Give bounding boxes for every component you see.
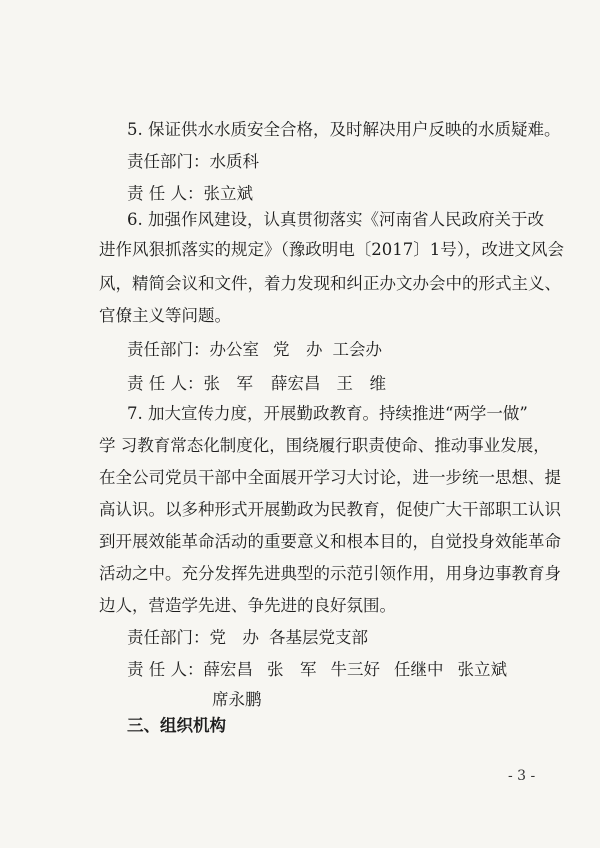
dept-part: 责任部门：办公室 <box>127 340 259 359</box>
item-7-line-7: 边人，营造学先进、争先进的良好氛围。 <box>99 596 396 615</box>
dept-part: 各基层党支部 <box>269 628 368 647</box>
item-5-responsible: 责 任 人：张立斌 <box>127 184 253 203</box>
dept-part: 责任部门：党 办 <box>127 628 259 647</box>
dept-part: 党 办 <box>273 340 323 359</box>
item-7-responsible-cont: 席永鹏 <box>212 690 262 709</box>
resp-part: 王 维 <box>336 374 386 393</box>
resp-part: 张 军 <box>267 660 317 679</box>
resp-part: 责 任 人：张 军 <box>127 374 253 393</box>
page-number: - 3 - <box>508 768 536 784</box>
item-7-line-6: 活动之中。充分发挥先进典型的示范引领作用，用身边事教育身 <box>99 564 561 583</box>
item-7-responsible <box>127 660 600 680</box>
item-7-line-2: 学 习教育常态化制度化，围绕履行职责使命、推动事业发展， <box>99 436 550 455</box>
item-5-department: 责任部门：水质科 <box>127 152 259 171</box>
resp-part: 薛宏昌 <box>271 374 321 393</box>
dept-part: 工会办 <box>332 340 382 359</box>
item-6-line-3: 风，精简会议和文件，着力发现和纠正办文办会中的形式主义、 <box>99 274 561 293</box>
item-7-line-4: 高认识。以多种形式开展勤政为民教育，促使广大干部职工认识 <box>99 500 561 519</box>
item-6-line-2: 进作风狠抓落实的规定》（豫政明电〔2017〕1号），改进文风会 <box>99 240 564 259</box>
item-6-line-1: 6. 加强作风建设，认真贯彻落实《河南省人民政府关于改 <box>127 210 544 229</box>
item-7-line-3: 在全公司党员干部中全面展开学习大讨论，进一步统一思想、提 <box>99 468 561 487</box>
item-6-department <box>127 340 600 360</box>
item-7-department <box>127 628 600 648</box>
item-7-line-1: 7. 加大宣传力度，开展勤政教育。持续推进“两学一做” <box>127 404 528 423</box>
section-heading: 三、组织机构 <box>127 716 226 735</box>
resp-part: 责 任 人：薛宏昌 <box>127 660 253 679</box>
item-6-responsible <box>127 374 600 394</box>
resp-part: 任继中 <box>394 660 444 679</box>
item-7-line-5: 到开展效能革命活动的重要意义和根本目的，自觉投身效能革命 <box>99 532 561 551</box>
item-6-line-4: 官僚主义等问题。 <box>99 306 231 325</box>
resp-part: 牛三好 <box>330 660 380 679</box>
resp-part: 张立斌 <box>457 660 507 679</box>
item-5-text: 5. 保证供水水质安全合格，及时解决用户反映的水质疑难。 <box>127 120 561 139</box>
